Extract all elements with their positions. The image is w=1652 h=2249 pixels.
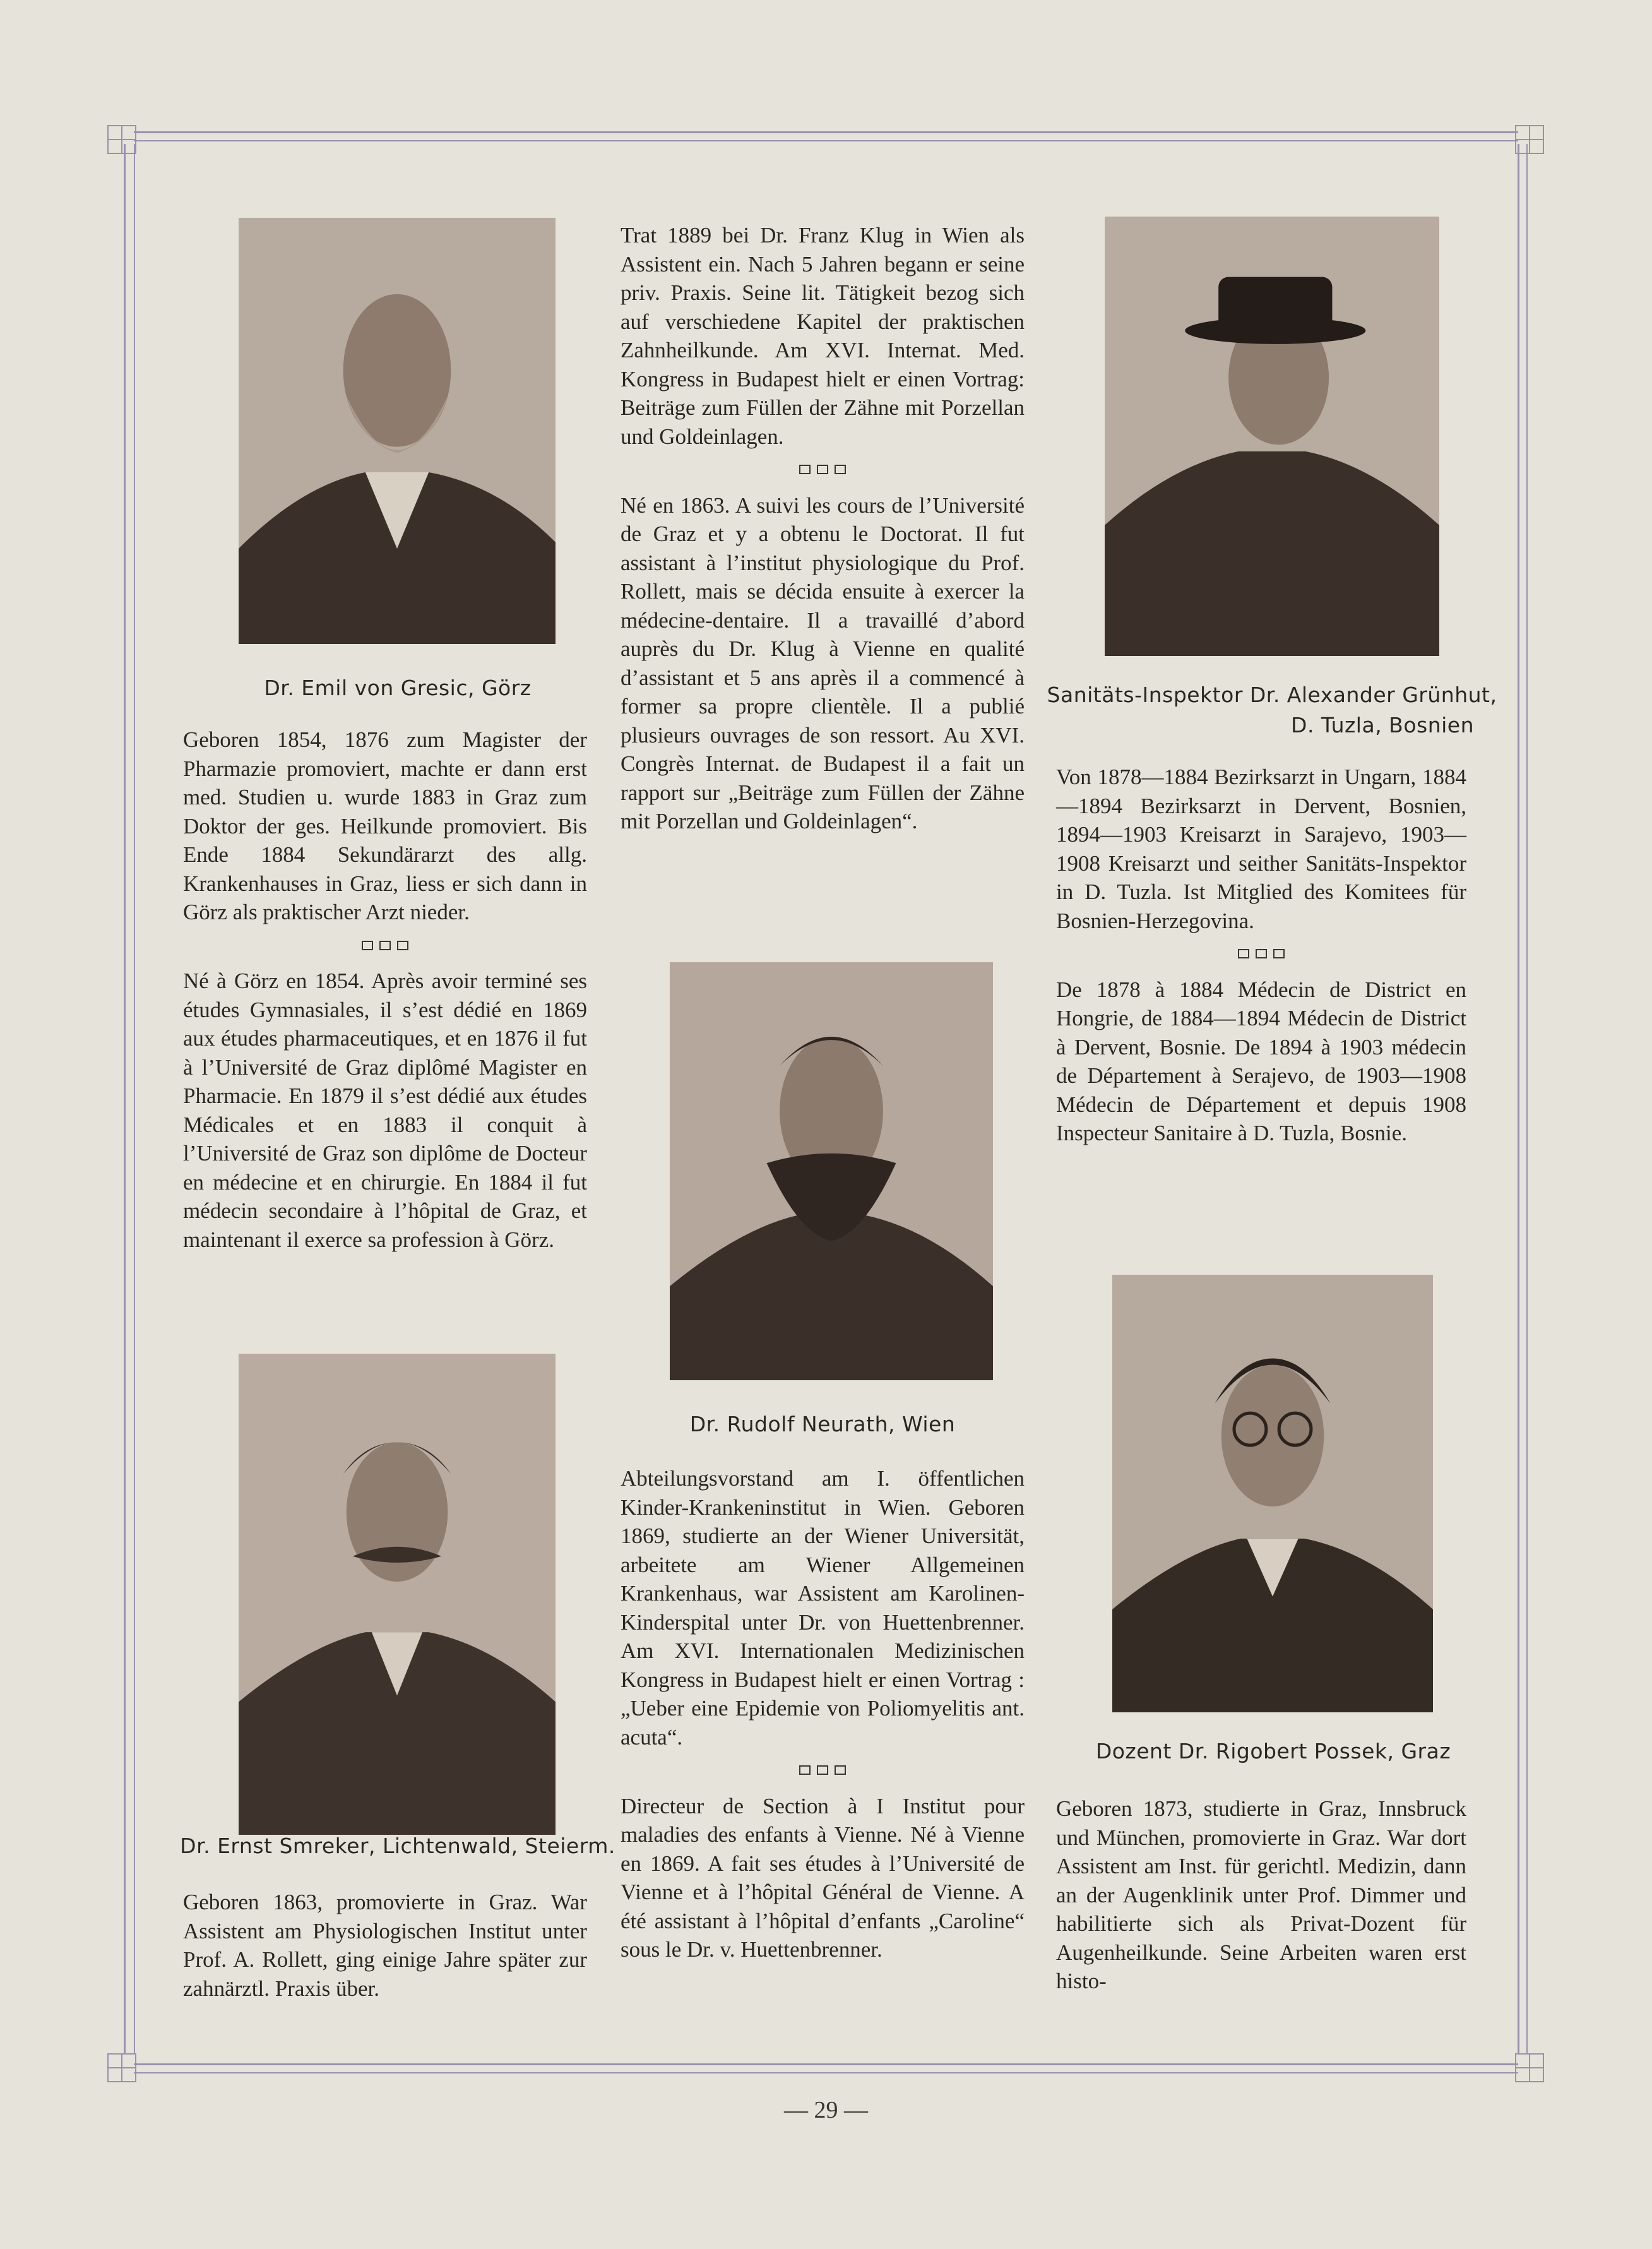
- section-separator: [1056, 940, 1466, 969]
- section-separator: [621, 1757, 1025, 1786]
- frame-left-line-1: [124, 144, 126, 2053]
- bio-text-smreker-de: Geboren 1863, promovierte in Graz. War Assistent am Physiologischen Institut unter Prof. A. Rollett, ging einige Jahre später zur zahnärztl. Praxis über.: [183, 1890, 587, 2001]
- caption-possek: Dozent Dr. Rigobert Possek, Graz: [1095, 1739, 1451, 1763]
- page-number: — 29 —: [784, 2097, 868, 2123]
- text-block-gresic: [183, 725, 587, 1254]
- caption-gruenhut: [1045, 680, 1499, 741]
- frame-corner-bottom-left: [107, 2053, 136, 2082]
- caption-gresic: Dr. Emil von Gresic, Görz: [264, 676, 532, 700]
- bio-text-gruenhut-fr: De 1878 à 1884 Médecin de District en Hongrie, de 1884—1894 Médecin de District à Dervent, Bosnie. De 1894 à 1903 médecin de Département à Serajevo, de 1903—1908 Médecin de Département et depuis 1908 Inspecteur Sanitaire à D. Tuzla, Bosnie.: [1056, 977, 1466, 1145]
- bio-text-neurath-de: Abteilungsvorstand am I. öffentlichen Kinder-Krankeninstitut in Wien. Geboren 1869, studierte an der Wiener Universität, arbeitete am Wiener Allgemeinen Krankenhaus, war Assistent am Karolinen-Kinderspital unter Dr. von Huettenbrenner. Am XVI. Internationalen Medizinischen Kongress in Budapest hielt er einen Vortrag : „Ueber eine Epidemie von Poliomyelitis ant. acuta“.: [621, 1466, 1025, 1750]
- portrait-photo-gresic: [239, 218, 556, 644]
- bio-text-gruenhut-de: Von 1878—1884 Bezirksarzt in Ungarn, 1884—1894 Bezirksarzt in Dervent, Bosnien, 1894—1903 Kreisarzt in Sarajevo, 1903—1908 Kreisarzt und seither Sanitäts-Inspektor in D. Tuzla. Ist Mitglied des Komitees für Bosnien-Herzegovina.: [1056, 765, 1466, 933]
- frame-right-line-1: [1518, 144, 1519, 2053]
- text-block-gruenhut: [1056, 763, 1466, 1148]
- caption-gruenhut-line1: Sanitäts-Inspektor Dr. Alexander Grünhut,: [1047, 683, 1497, 707]
- text-block-neurath: [621, 1464, 1025, 1964]
- portrait-photo-gruenhut: [1105, 217, 1439, 656]
- portrait-photo-possek: [1112, 1275, 1433, 1712]
- bio-text-smreker-de-continued: Trat 1889 bei Dr. Franz Klug in Wien als Assistent ein. Nach 5 Jahren begann er seine priv. Praxis. Seine lit. Tätigkeit bezog sich auf verschiedene Kapitel der praktischen Zahnheilkunde. Am XVI. Internat. Med. Kongress in Budapest hielt er einen Vortrag: Beiträge zum Füllen der Zähne mit Porzellan und Goldeinlagen.: [621, 223, 1025, 449]
- frame-left-line-2: [134, 144, 135, 2053]
- frame-bottom-line-1: [134, 2063, 1518, 2065]
- frame-bottom-line-2: [134, 2072, 1518, 2073]
- text-block-middle-top: [621, 221, 1025, 836]
- frame-right-line-2: [1526, 144, 1528, 2053]
- portrait-photo-smreker: [239, 1354, 556, 1835]
- bio-text-smreker-fr: Né en 1863. A suivi les cours de l’Université de Graz et y a obtenu le Doctorat. Il fut assistant à l’institut physiologique du Prof. Rollett, mais se décida ensuite à exercer la médecine-dentaire. Il a travaillé d’abord auprès du Dr. Klug à Vienne en qualité d’assistant et 5 ans après il a commencé à former sa propre clientèle. Il a publié plusieurs ouvrages de son ressort. Au XVI. Congrès Internat. de Budapest il a fait un rapport sur „Beiträge zum Füllen der Zähne mit Porzellan und Goldeinlagen“.: [621, 492, 1025, 833]
- caption-smreker: Dr. Ernst Smreker, Lichtenwald, Steierm.: [180, 1834, 615, 1858]
- bio-text-gresic-de: Geboren 1854, 1876 zum Magister der Pharmazie promoviert, machte er dann erst med. Studien u. wurde 1883 in Graz zum Doktor der ges. Heilkunde promoviert. Bis Ende 1884 Sekundärarzt des allg. Krankenhauses in Graz, liess er sich dann in Görz als praktischer Arzt nieder.: [183, 727, 587, 924]
- frame-top-line-1: [134, 131, 1518, 133]
- caption-gruenhut-line2: D. Tuzla, Bosnien: [1291, 713, 1474, 737]
- caption-neurath: Dr. Rudolf Neurath, Wien: [689, 1412, 956, 1436]
- bio-text-gresic-fr: Né à Görz en 1854. Après avoir terminé ses études Gymnasiales, il s’est dédié en 1869 aux études pharmaceutiques, et en 1876 il fut à l’Université de Graz diplômé Magister en Pharmacie. En 1879 il s’est dédié aux études Médicales et en 1883 il conquit à l’Université de Graz son diplôme de Docteur en médecine et en chirurgie. En 1884 il fut médecin secondaire à l’hôpital de Graz, et maintenant il exerce sa profession à Görz.: [183, 969, 587, 1252]
- bio-text-neurath-fr: Directeur de Section à I Institut pour maladies des enfants à Vienne. Né à Vienne en 1869. A fait ses études à l’Université de Vienne et à l’hôpital Général de Vienne. A été assistant à l’hôpital d’enfants „Caroline“ sous le Dr. v. Huettenbrenner.: [621, 1793, 1025, 1962]
- frame-corner-top-right: [1515, 125, 1544, 154]
- portrait-photo-neurath: [670, 962, 993, 1380]
- section-separator: [621, 456, 1025, 485]
- frame-corner-top-left: [107, 125, 136, 154]
- frame-corner-bottom-right: [1515, 2053, 1544, 2082]
- bio-text-possek-de: Geboren 1873, studierte in Graz, Innsbruck und München, promovierte in Graz. War dort Assistent am Inst. für gerichtl. Medizin, dann an der Augenklinik unter Prof. Dimmer und habilitierte sich als Privat-Dozent für Augenheilkunde. Seine Arbeiten waren erst histo-: [1056, 1796, 1466, 1993]
- section-separator: [183, 932, 587, 961]
- frame-top-line-2: [134, 140, 1518, 141]
